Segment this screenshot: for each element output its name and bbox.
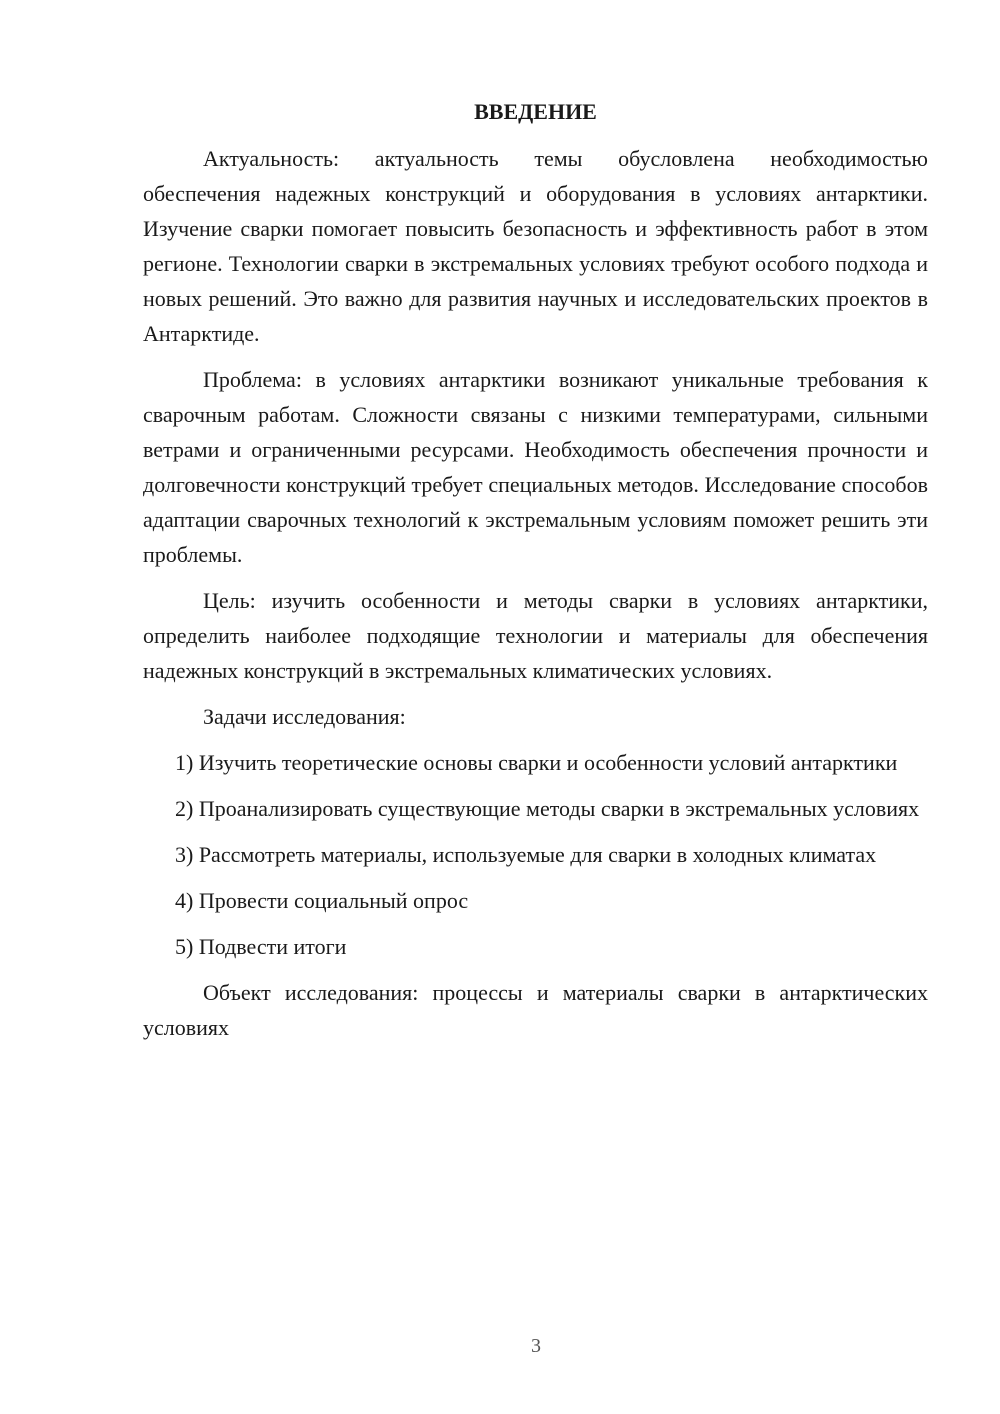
task-item: 1) Изучить теоретические основы сварки и особенности условий антарктики	[175, 750, 898, 775]
relevance-paragraph: Актуальность: актуальность темы обусловлена необходимостью обеспечения надежных конструкций и оборудования в условиях антарктики. Изучение сварки помогает повысить безопасность и эффективность работ в этом регионе. Технологии сварки в экстремальных условиях требуют особого подхода и новых решений. Это важно для развития научных и исследовательских проектов в Антарктиде.	[143, 146, 928, 346]
task-item: 5) Подвести итоги	[175, 934, 347, 959]
page-number: 3	[531, 1335, 541, 1357]
tasks-list	[143, 745, 928, 964]
tasks-heading: Задачи исследования:	[203, 704, 406, 729]
object-paragraph: Объект исследования: процессы и материалы сварки в антарктических условиях	[143, 980, 928, 1040]
task-item: 2) Проанализировать существующие методы сварки в экстремальных условиях	[175, 796, 920, 821]
problem-paragraph: Проблема: в условиях антарктики возникают уникальные требования к сварочным работам. Сложности связаны с низкими температурами, сильными ветрами и ограниченными ресурсами. Необходимость обеспечения прочности и долговечности конструкций требует специальных методов. Исследование способов адаптации сварочных технологий к экстремальным условиям поможет решить эти проблемы.	[143, 367, 928, 567]
goal-paragraph: Цель: изучить особенности и методы сварки в условиях антарктики, определить наиболее подходящие технологии и материалы для обеспечения надежных конструкций в экстремальных климатических условиях.	[143, 588, 928, 683]
task-item: 3) Рассмотреть материалы, используемые для сварки в холодных климатах	[175, 842, 877, 867]
section-title: ВВЕДЕНИЕ	[474, 99, 597, 124]
document-body	[143, 94, 928, 1056]
task-item: 4) Провести социальный опрос	[175, 888, 469, 913]
